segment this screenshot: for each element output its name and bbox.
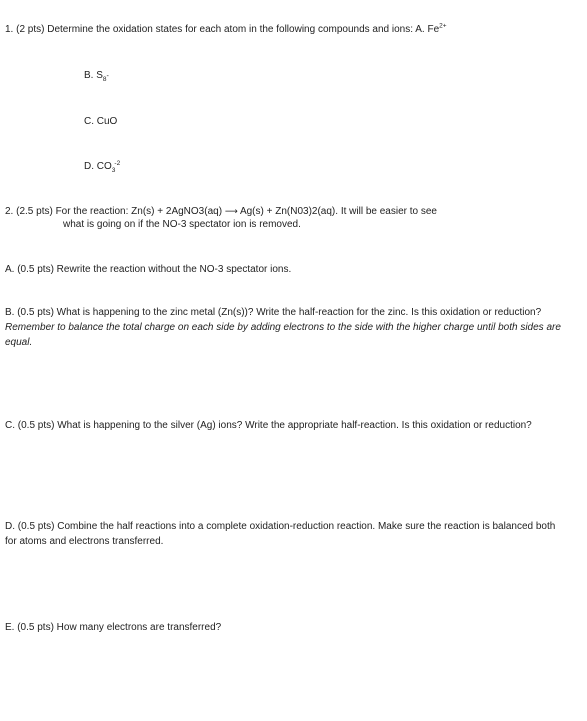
question-1-text: 1. (2 pts) Determine the oxidation states for each atom in the following compounds and ions: A. Fe: [5, 24, 440, 35]
carbonate-subscript: 3: [111, 167, 116, 174]
question-1-part-d: [84, 159, 120, 174]
part-b-text: B. (0.5 pts) What is happening to the zinc metal (Zn(s))? Write the half-reaction for the zinc. Is this oxidation or reduction?: [5, 307, 542, 318]
sulfur-tail: -: [106, 73, 109, 80]
question-2-prompt-line-2: what is going on if the NO-3 spectator ion is removed.: [63, 219, 301, 230]
part-b-label: B. S: [84, 70, 103, 81]
sulfur-subscript: 8: [102, 76, 107, 83]
part-c-prompt: C. (0.5 pts) What is happening to the silver (Ag) ions? Write the appropriate half-reaction. Is this oxidation or reduction?: [5, 420, 532, 431]
carbonate-charge: -2: [114, 159, 121, 167]
part-a-prompt: A. (0.5 pts) Rewrite the reaction without the NO-3 spectator ions.: [5, 264, 292, 275]
part-d-prompt: D. (0.5 pts) Combine the half reactions into a complete oxidation-reduction reaction. Make sure the reaction is balanced both for atoms and electrons transferred.: [5, 521, 556, 547]
reaction-arrow-icon: ⟶: [224, 206, 238, 216]
reaction-left: 2. (2.5 pts) For the reaction: Zn(s) + 2AgNO3(aq): [5, 206, 223, 217]
question-1-prompt: [5, 22, 447, 37]
part-e-prompt: E. (0.5 pts) How many electrons are transferred?: [5, 622, 222, 633]
part-b-note: Remember to balance the total charge on each side by adding electrons to the side with the higher charge until both sides are equal.: [5, 322, 561, 348]
reaction-right: Ag(s) + Zn(N03)2(aq). It will be easier to see: [239, 206, 437, 217]
question-1-part-b: [84, 68, 109, 84]
part-c-label: C. CuO: [84, 116, 118, 127]
question-1-part-c: [84, 114, 117, 129]
part-d-label: D. CO: [84, 161, 112, 172]
iron-charge: 2+: [439, 22, 447, 30]
part-b-prompt: [5, 305, 565, 350]
